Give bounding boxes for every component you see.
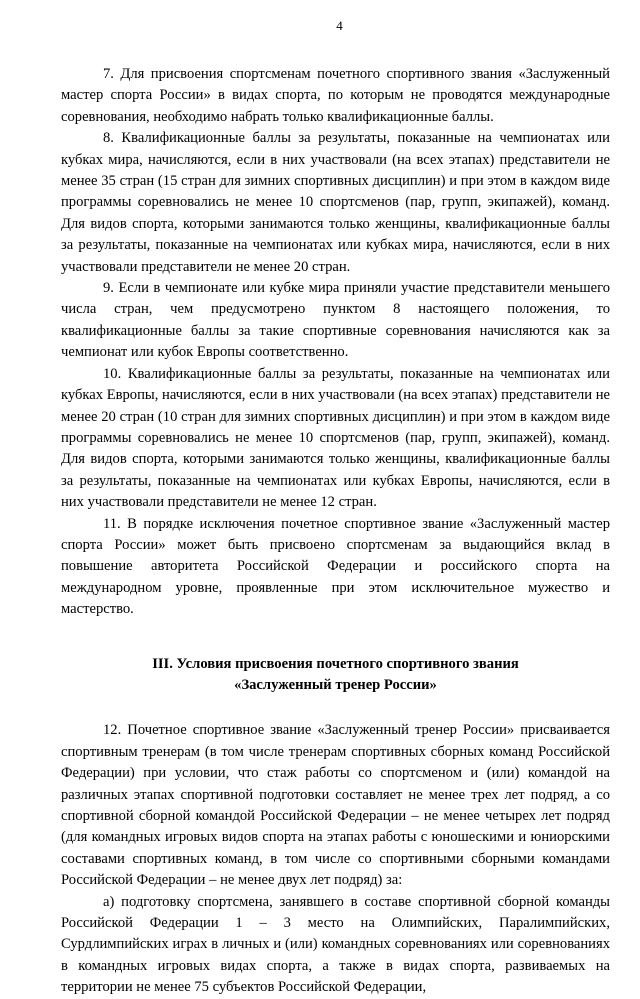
- paragraph-7: 7. Для присвоения спортсменам почетного спортивного звания «Заслуженный мастер спорта России» в видах спорта, по которым не проводятся международные соревнования, необходимо набрать только квалификационные баллы.: [61, 66, 610, 125]
- paragraph-11: 11. В порядке исключения почетное спортивное звание «Заслуженный мастер спорта России» может быть присвоено спортсменам за выдающийся вклад в повышение авторитета Российской Федерации и российского спорта на международном уровне, проявленные при этом исключительное мужество и мастерство.: [61, 515, 610, 618]
- paragraph-12: 12. Почетное спортивное звание «Заслуженный тренер России» присваивается спортивным тренерам (в том числе тренерам спортивных сборных команд Российской Федерации) при условии, что стаж работы со спортсменом и (или) командой на различных этапах спортивной подготовки составляет не менее трех лет подряд, а со спортивной сборной командой Российской Федерации – не менее четырех лет подряд (для командных игровых видов спорта на этапах работы с юношескими и юниорскими составами спортивных команд, в том числе со спортивными сборными командами Российской Федерации – не менее двух лет подряд) за:: [61, 722, 610, 889]
- paragraph-8: 8. Квалификационные баллы за результаты, показанные на чемпионатах или кубках мира, начисляются, если в них участвовали (на всех этапах) представители не менее 35 стран (15 стран для зимних спортивных дисциплин) и при этом в каждом виде программы соревновались не менее 10 спортсменов (пар, групп, экипажей), команд. Для видов спорта, которыми занимаются только женщины, квалификационные баллы за результаты, показанные на чемпионатах или кубках мира, начисляются, если в них участвовали представители не менее 20 стран.: [61, 130, 610, 275]
- paragraph-10: 10. Квалификационные баллы за результаты, показанные на чемпионатах или кубках Европы, начисляются, если в них участвовали (на всех этапах) представители не менее 20 стран (10 стран для зимних спортивных дисциплин) и при этом в каждом виде программы соревновались не менее 10 спортсменов (пар, групп, экипажей), команд. Для видов спорта, которыми занимаются только женщины, квалификационные баллы за результаты, показанные на чемпионатах или кубках Европы, начисляются, если в них участвовали представители не менее 12 стран.: [61, 365, 610, 511]
- page-number: 4: [336, 18, 343, 33]
- section-heading-line-2: «Заслуженный тренер России»: [234, 676, 437, 693]
- paragraph-9: 9. Если в чемпионате или кубке мира приняли участие представители меньшего числа стран, чем предусмотрено пунктом 8 настоящего положения, то квалификационные баллы за такие спортивные соревнования начисляются как за чемпионат или кубок Европы соответственно.: [61, 280, 610, 361]
- section-heading-line-1: III. Условия присвоения почетного спортивного звания: [152, 655, 519, 672]
- paragraph-12a: а) подготовку спортсмена, занявшего в составе спортивной сборной команды Российской Федерации 1 – 3 место на Олимпийских, Паралимпийских, Сурдлимпийских играх в личных и (или) командных соревнованиях или соревнованиях в командных игровых видах спорта, а также в видах спорта, развиваемых на территории не менее 75 субъектов Российской Федерации,: [61, 893, 610, 996]
- section-heading: [61, 654, 610, 697]
